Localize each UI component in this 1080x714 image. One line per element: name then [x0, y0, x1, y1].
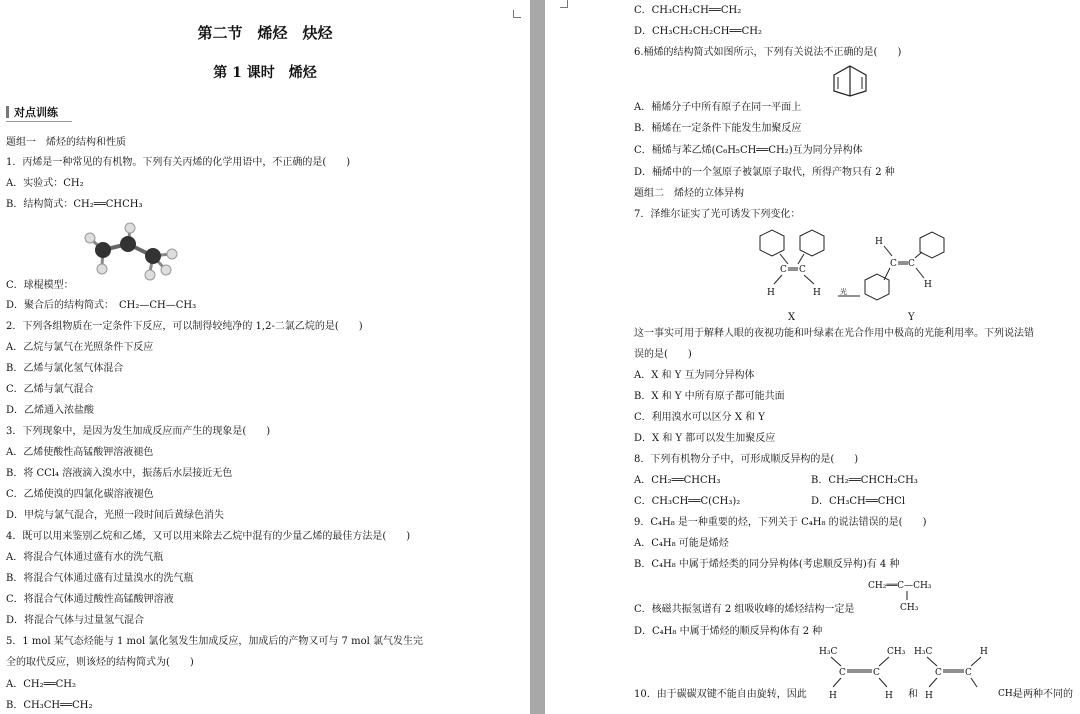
option-7d: D．X 和 Y 都可以发生加聚反应 [634, 433, 776, 444]
option-1a: A．实验式：CH₂ [6, 178, 84, 189]
question-10-tail: 是两种不同的 [1013, 689, 1073, 700]
option-7c: C．利用溴水可以区分 X 和 Y [634, 412, 765, 423]
option-3c: C．乙烯使溴的四氯化碳溶液褪色 [6, 489, 154, 500]
question-5-cont: 全的取代反应，则该烃的结构简式为( ) [6, 657, 194, 668]
s10-left-c2: C [873, 668, 880, 678]
option-2c: C．乙烯与氯气混合 [6, 384, 94, 395]
section-underline [6, 121, 72, 122]
question-6: 6.桶烯的结构简式如图所示，下列有关说法不正确的是( ) [634, 47, 902, 58]
option-8d: D．CH₃CH══CHCl [811, 496, 906, 507]
option-4a: A．将混合气体通过盛有水的洗气瓶 [6, 552, 164, 563]
question-4: 4．既可以用来鉴别乙烷和乙烯，又可以用来除去乙烷中混有的少量乙烯的最佳方法是( ) [6, 531, 411, 542]
option-8b: B．CH₂══CHCH₂CH₃ [811, 475, 918, 486]
option-9c: C．核磁共振氢谱有 2 组吸收峰的烯烃结构一定是 [634, 604, 855, 615]
option-9a: A．C₄H₈ 可能是烯烃 [634, 538, 729, 549]
question-7-text-cont: 误的是( ) [634, 349, 692, 360]
question-9: 9．C₄H₈ 是一种重要的烃，下列关于 C₄H₈ 的说法错误的是( ) [634, 517, 927, 528]
question-10-and: 和 [908, 689, 918, 700]
group-heading-2: 题组二 烯烃的立体异构 [634, 188, 744, 199]
option-7a: A．X 和 Y 互为同分异构体 [634, 370, 755, 381]
y-hydrogen-2: H [924, 280, 932, 290]
option-8c: C．CH₃CH══C(CH₃)₂ [634, 496, 741, 507]
option-4b: B．将混合气体通过盛有过量溴水的洗气瓶 [6, 573, 194, 584]
structure-9c-branch: CH₃ [900, 603, 919, 613]
lesson-subtitle: 第 1 课时 烯烃 [213, 65, 317, 81]
question-7-text: 这一事实可用于解释人眼的夜视功能和叶绿素在光合作用中极高的光能利用率。下列说法错 [634, 328, 1034, 339]
option-1b: B．结构简式：CH₂══CHCH₃ [6, 199, 143, 210]
option-4d: D．将混合气体与过量氢气混合 [6, 615, 145, 626]
label-x: X [788, 312, 796, 323]
question-2: 2．下列各组物质在一定条件下反应，可以制得较纯净的 1,2-二氯乙烷的是( ) [6, 321, 363, 332]
option-7b: B．X 和 Y 中所有原子都可能共面 [634, 391, 785, 402]
option-6d: D．桶烯中的一个氢原子被氯原子取代，所得产物只有 2 种 [634, 167, 895, 178]
page-corner-mark [513, 10, 521, 18]
option-9b: B．C₄H₈ 中属于烯烃类的同分异构体(考虑顺反异构)有 4 种 [634, 559, 900, 570]
y-hydrogen-1: H [875, 237, 883, 247]
option-8a: A．CH₂══CHCH₃ [634, 475, 721, 486]
ball-stick-model-image [78, 222, 178, 282]
option-6b: B．桶烯在一定条件下能发生加聚反应 [634, 123, 802, 134]
option-3d: D．甲烷与氯气混合，光照一段时间后黄绿色消失 [6, 510, 225, 521]
question-1: 1．丙烯是一种常见的有机物。下列有关丙烯的化学用语中，不正确的是( ) [6, 157, 351, 168]
y-carbon-2: C [908, 259, 915, 269]
option-2d: D．乙烯通入浓盐酸 [6, 405, 95, 416]
label-y: Y [908, 312, 915, 323]
section-heading: 对点训练 [14, 106, 58, 119]
question-10: 10．由于碳碳双键不能自由旋转，因此 [634, 689, 807, 700]
document-page-right [545, 0, 1080, 714]
option-3b: B．将 CCl₄ 溶液滴入溴水中，振荡后水层接近无色 [6, 468, 233, 479]
question-5: 5．1 mol 某气态烃能与 1 mol 氯化氢发生加成反应，加成后的产物又可与 7 mol 氯气发生完 [6, 636, 423, 647]
option-2b: B．乙烯与氯化氢气体混合 [6, 363, 124, 374]
s10-right-h: H [980, 647, 988, 657]
option-5b: B．CH₃CH══CH₂ [6, 700, 93, 711]
s10-left-h1: H [829, 691, 837, 701]
group-heading: 题组一 烯烃的结构和性质 [6, 137, 126, 148]
option-5a: A．CH₂══CH₂ [6, 679, 77, 690]
x-carbon-2: C [799, 265, 806, 275]
s10-left-c1: C [839, 668, 846, 678]
page-corner-mark [560, 0, 568, 8]
arrow-label: 光 [840, 288, 847, 296]
question-3: 3．下列现象中，是因为发生加成反应而产生的现象是( ) [6, 426, 271, 437]
page-title: 第二节 烯烃 炔烃 [197, 24, 333, 42]
option-6c: C．桶烯与苯乙烯(C₆H₅CH══CH₂)互为同分异构体 [634, 145, 863, 156]
option-5c: C．CH₃CH₂CH══CH₂ [634, 5, 742, 16]
s10-left-h2: H [885, 691, 893, 701]
s10-right-h3c: H₃C [914, 647, 933, 657]
option-3a: A．乙烯使酸性高锰酸钾溶液褪色 [6, 447, 154, 458]
question-7: 7．泽维尔证实了光可诱发下列变化： [634, 209, 801, 220]
option-1d: D．聚合后的结构简式： CH₂—CH—CH₃ [6, 300, 197, 311]
question-8: 8．下列有机物分子中，可形成顺反异构的是( ) [634, 454, 859, 465]
y-carbon-1: C [890, 259, 897, 269]
option-5d: D．CH₃CH₂CH₂CH══CH₂ [634, 26, 762, 37]
s10-right-c2: C [965, 668, 972, 678]
x-hydrogen-1: H [767, 288, 775, 298]
option-4c: C．将混合气体通过酸性高锰酸钾溶液 [6, 594, 174, 605]
s10-right-h2: H [925, 691, 933, 701]
photoisomerization-figure [750, 228, 980, 323]
option-6a: A．桶烯分子中所有原子在同一平面上 [634, 102, 802, 113]
question-10-ch3: CH₃ [998, 689, 1017, 699]
section-marker-icon [6, 106, 9, 118]
x-hydrogen-2: H [813, 288, 821, 298]
s10-left-ch3: CH₃ [887, 647, 906, 657]
s10-left-h3c: H₃C [819, 647, 838, 657]
document-page-left [0, 0, 530, 714]
option-1c: C．球棍模型： [6, 280, 74, 291]
option-9d: D．C₄H₈ 中属于烯烃的顺反异构体有 2 种 [634, 626, 823, 637]
structure-9c-image [868, 576, 948, 616]
structure-10-image [817, 642, 987, 702]
option-2a: A．乙烷与氯气在光照条件下反应 [6, 342, 154, 353]
barrelene-structure-image [830, 64, 870, 98]
s10-right-c1: C [935, 668, 942, 678]
structure-9c-main: CH₂══C—CH₃ [868, 581, 932, 591]
x-carbon-1: C [780, 265, 787, 275]
